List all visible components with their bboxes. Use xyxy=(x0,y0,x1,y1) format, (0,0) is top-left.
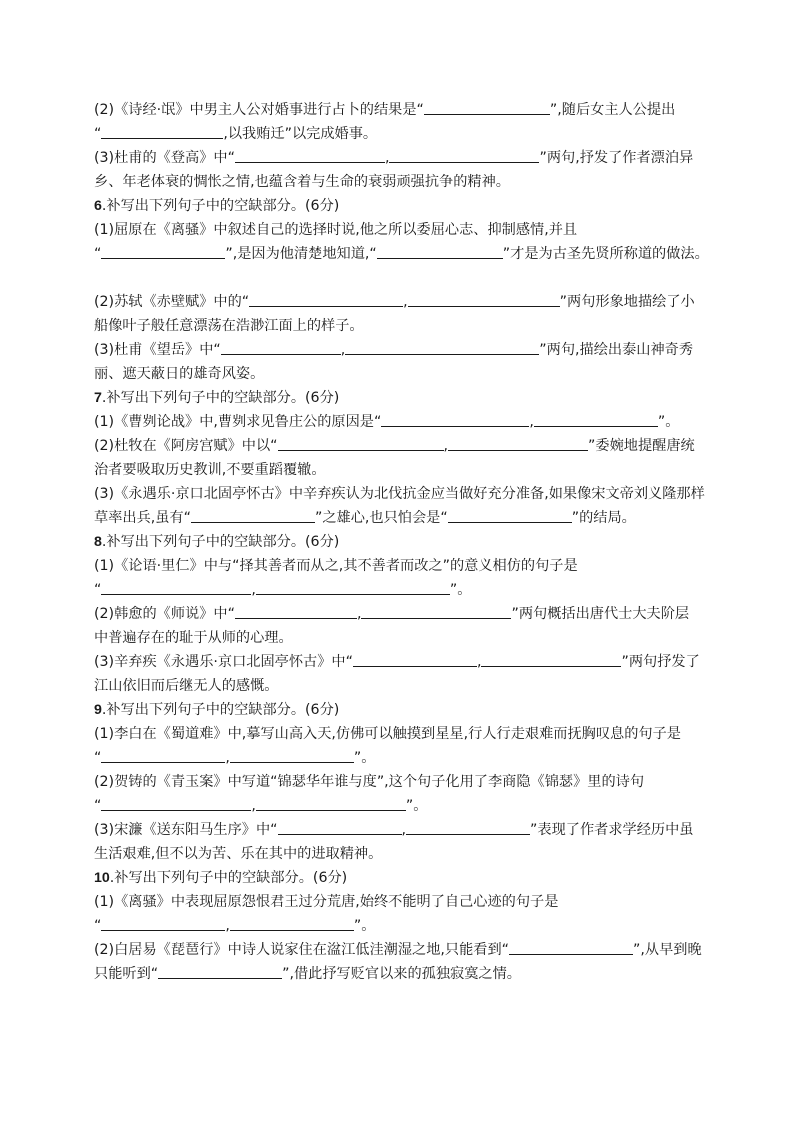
text-line xyxy=(94,554,714,578)
line-text: (3)《永遇乐·京口北固亭怀古》中辛弃疾认为北伐抗金应当做好充分准备,如果像宋文帝刘义隆那样 xyxy=(94,486,705,502)
line-text: .补写出下列句子中的空缺部分。(6分) xyxy=(101,534,340,550)
line-text: 生活艰难,但不以为苦、乐在其中的进取精神。 xyxy=(94,846,383,862)
line-text: “ xyxy=(94,582,102,598)
line-text: (2)贺铸的《青玉案》中写道“锦瑟华年谁与度”,这个句子化用了李商隐《锦瑟》里的诗句 xyxy=(94,774,645,790)
line-text: ”。 xyxy=(353,918,376,934)
text-line xyxy=(94,434,714,458)
line-text: .补写出下列句子中的空缺部分。(6分) xyxy=(109,870,348,886)
line-text: 乡、年老体衰的惆怅之情,也蕴含着与生命的衰弱顽强抗争的精神。 xyxy=(94,174,510,190)
line-text: ”的结局。 xyxy=(571,510,636,526)
text-line xyxy=(94,818,714,842)
line-text: , xyxy=(529,414,534,430)
line-text: .补写出下列句子中的空缺部分。(6分) xyxy=(101,390,340,406)
question-heading xyxy=(94,194,714,218)
line-text: ,以我贿迁”以完成婚事。 xyxy=(223,126,378,142)
line-text: “ xyxy=(94,750,102,766)
text-line xyxy=(94,362,714,386)
text-line xyxy=(94,626,714,650)
text-line xyxy=(94,914,714,938)
answer-blank[interactable] xyxy=(101,123,223,139)
text-line xyxy=(94,290,714,314)
line-text: 只能听到“ xyxy=(94,966,159,982)
line-text: .补写出下列句子中的空缺部分。(6分) xyxy=(101,198,340,214)
line-text: (1)《离骚》中表现屈原怨恨君王过分荒唐,始终不能明了自己心迹的句子是 xyxy=(94,894,559,910)
line-text: (3)宋濂《送东阳马生序》中“ xyxy=(94,822,278,838)
line-text: ”两句抒发了 xyxy=(621,654,700,670)
text-line xyxy=(94,122,714,146)
line-text: , xyxy=(356,606,362,622)
answer-blank[interactable] xyxy=(191,507,315,523)
line-text: ”。 xyxy=(353,750,376,766)
question-heading xyxy=(94,530,714,554)
text-line xyxy=(94,314,714,338)
line-text: , xyxy=(251,798,256,814)
line-text: , xyxy=(476,654,482,670)
answer-blank[interactable] xyxy=(424,99,550,115)
line-text: , xyxy=(340,342,346,358)
line-text: “ xyxy=(94,246,102,262)
exam-page xyxy=(94,98,714,986)
line-text: 草率出兵,虽有“ xyxy=(94,510,191,526)
answer-blank[interactable] xyxy=(278,435,444,451)
answer-blank[interactable] xyxy=(353,651,477,667)
line-text: (1)李白在《蜀道难》中,摹写山高入天,仿佛可以触摸到星星,行人行走艰难而抚胸叹息的句子是 xyxy=(94,726,681,742)
text-line xyxy=(94,410,714,434)
text-line xyxy=(94,506,714,530)
answer-blank[interactable] xyxy=(221,339,341,355)
question-number: 6 xyxy=(94,198,102,214)
text-line xyxy=(94,722,714,746)
line-text: ”。 xyxy=(405,798,428,814)
text-line xyxy=(94,938,714,962)
answer-blank[interactable] xyxy=(101,747,225,763)
line-text: (3)杜甫的《登高》中“ xyxy=(94,150,235,166)
line-text: (1)《曹刿论战》中,曹刿求见鲁庄公的原因是“ xyxy=(94,414,382,430)
line-text: 中普遍存在的耻于从师的心理。 xyxy=(94,630,293,646)
text-line xyxy=(94,962,714,986)
answer-blank[interactable] xyxy=(249,291,403,307)
answer-blank[interactable] xyxy=(101,795,251,811)
line-text: “ xyxy=(94,918,102,934)
answer-blank[interactable] xyxy=(534,411,658,427)
text-line xyxy=(94,602,714,626)
text-line xyxy=(94,170,714,194)
answer-blank[interactable] xyxy=(406,819,530,835)
line-text: (2)白居易《琵琶行》中诗人说家住在湓江低洼潮湿之地,只能看到“ xyxy=(94,942,510,958)
spacer xyxy=(94,266,714,290)
text-line xyxy=(94,482,714,506)
line-text: ”,是因为他清楚地知道,“ xyxy=(225,246,377,262)
text-line xyxy=(94,578,714,602)
line-text: (3)杜甫《望岳》中“ xyxy=(94,342,221,358)
answer-blank[interactable] xyxy=(230,915,354,931)
text-line xyxy=(94,218,714,242)
line-text: .补写出下列句子中的空缺部分。(6分) xyxy=(101,702,340,718)
text-line xyxy=(94,338,714,362)
line-text: (2)《诗经·氓》中男主人公对婚事进行占卜的结果是“ xyxy=(94,102,424,118)
answer-blank[interactable] xyxy=(408,291,560,307)
question-heading xyxy=(94,698,714,722)
answer-blank[interactable] xyxy=(448,435,588,451)
question-heading xyxy=(94,866,714,890)
question-heading xyxy=(94,386,714,410)
question-number: 9 xyxy=(94,702,102,718)
line-text: , xyxy=(403,294,408,310)
question-number: 8 xyxy=(94,534,102,550)
question-number: 10 xyxy=(94,870,110,886)
text-line xyxy=(94,98,714,122)
text-line xyxy=(94,458,714,482)
line-text: ”才是为古圣先贤所称道的做法。 xyxy=(502,246,709,262)
line-text: (1)屈原在《离骚》中叙述自己的选择时说,他之所以委屈心志、抑制感情,并且 xyxy=(94,222,578,238)
answer-blank[interactable] xyxy=(235,147,385,163)
answer-blank[interactable] xyxy=(509,939,633,955)
text-line xyxy=(94,674,714,698)
text-line xyxy=(94,842,714,866)
answer-blank[interactable] xyxy=(345,339,539,355)
text-line xyxy=(94,794,714,818)
answer-blank[interactable] xyxy=(101,579,251,595)
line-text: ”表现了作者求学经历中虽 xyxy=(530,822,694,838)
text-line xyxy=(94,650,714,674)
line-text: , xyxy=(401,822,407,838)
line-text: 船像叶子般任意漂荡在浩渺江面上的样子。 xyxy=(94,318,364,334)
answer-blank[interactable] xyxy=(235,603,357,619)
line-text: (2)韩愈的《师说》中“ xyxy=(94,606,235,622)
answer-blank[interactable] xyxy=(278,819,402,835)
line-text: ”之雄心,也只怕会是“ xyxy=(315,510,448,526)
line-text: 丽、遮天蔽日的雄奇风姿。 xyxy=(94,366,265,382)
answer-blank[interactable] xyxy=(230,747,354,763)
line-text: ”委婉地提醒唐统 xyxy=(588,438,695,454)
line-text: “ xyxy=(94,798,102,814)
line-text: (3)辛弃疾《永遇乐·京口北固亭怀古》中“ xyxy=(94,654,353,670)
line-text: “ xyxy=(94,126,102,142)
line-text: ”,随后女主人公提出 xyxy=(549,102,676,118)
answer-blank[interactable] xyxy=(101,243,225,259)
answer-blank[interactable] xyxy=(256,795,406,811)
answer-blank[interactable] xyxy=(377,243,503,259)
line-text: ”,从早到晚 xyxy=(633,942,702,958)
line-text: ”两句,描绘出泰山神奇秀 xyxy=(539,342,694,358)
line-text: , xyxy=(443,438,449,454)
line-text: (1)《论语·里仁》中与“择其善者而从之,其不善者而改之”的意义相仿的句子是 xyxy=(94,558,578,574)
line-text: , xyxy=(384,150,390,166)
line-text: ”两句形象地描绘了小 xyxy=(559,294,695,310)
line-text: 江山依旧而后继无人的感慨。 xyxy=(94,678,279,694)
answer-blank[interactable] xyxy=(158,963,282,979)
line-text: ”。 xyxy=(657,414,680,430)
line-text: (2)杜牧在《阿房宫赋》中以“ xyxy=(94,438,278,454)
answer-blank[interactable] xyxy=(448,507,572,523)
line-text: , xyxy=(225,918,230,934)
answer-blank[interactable] xyxy=(381,411,529,427)
line-text: (2)苏轼《赤壁赋》中的“ xyxy=(94,294,250,310)
text-line xyxy=(94,746,714,770)
line-text: , xyxy=(251,582,256,598)
line-text: ”两句概括出唐代士大夫阶层 xyxy=(511,606,690,622)
line-text: ”两句,抒发了作者漂泊异 xyxy=(539,150,694,166)
line-text: ”。 xyxy=(449,582,472,598)
question-number: 7 xyxy=(94,390,102,406)
answer-blank[interactable] xyxy=(256,579,450,595)
answer-blank[interactable] xyxy=(101,915,225,931)
answer-blank[interactable] xyxy=(361,603,511,619)
answer-blank[interactable] xyxy=(481,651,621,667)
line-text: , xyxy=(225,750,230,766)
line-text: 治者要吸取历史教训,不要重蹈覆辙。 xyxy=(94,462,326,478)
line-text: ”,借此抒写贬官以来的孤独寂寞之情。 xyxy=(282,966,521,982)
text-line xyxy=(94,770,714,794)
text-line xyxy=(94,890,714,914)
text-line xyxy=(94,242,714,266)
text-line xyxy=(94,146,714,170)
answer-blank[interactable] xyxy=(389,147,539,163)
